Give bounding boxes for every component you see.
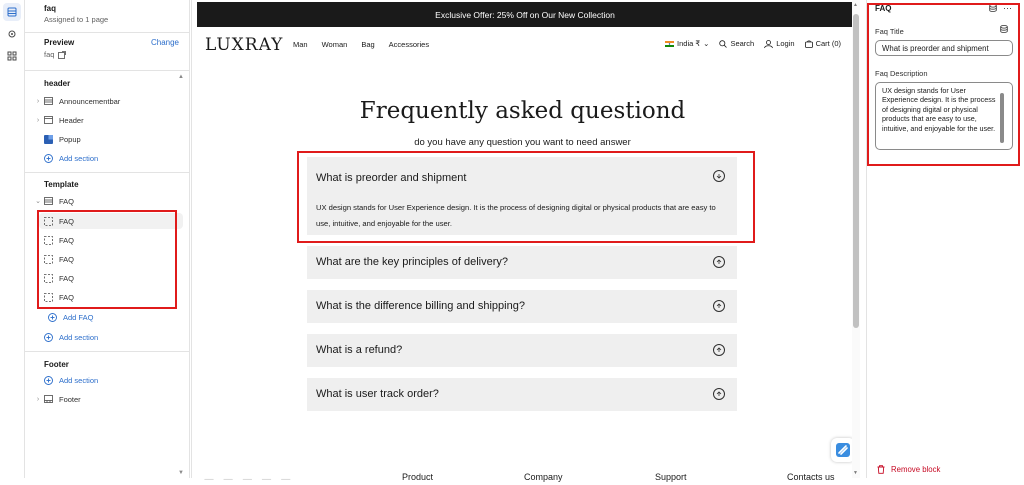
preview-page-name: faq <box>44 50 55 59</box>
panel-title: FAQ <box>875 4 892 13</box>
section-icon <box>43 96 54 106</box>
external-link-icon <box>58 51 66 59</box>
gear-icon[interactable] <box>3 25 21 43</box>
faq-item[interactable] <box>307 246 737 279</box>
faq-question: What is user track order? <box>316 388 439 400</box>
plus-circle-icon <box>47 312 58 322</box>
chevron-right-icon[interactable]: › <box>36 395 40 403</box>
add-faq-button[interactable] <box>43 309 187 325</box>
expand-toggle-icon[interactable] <box>713 300 725 312</box>
faq-answer: UX design stands for User Experience design. It is the process of designing digital or physical products that are easy to use, intuitive, and enjoyable for the user. <box>316 203 716 228</box>
scroll-up-arrow-icon[interactable]: ▲ <box>853 2 858 8</box>
plus-circle-icon <box>43 153 54 163</box>
highlight-box <box>867 3 1020 166</box>
faq-question: What is preorder and shipment <box>316 172 467 184</box>
cart-label: Cart (0) <box>815 39 841 48</box>
sidebar-item-label: Popup <box>59 134 81 144</box>
popup-app-icon <box>43 134 54 144</box>
nav-link-woman[interactable]: Woman <box>321 40 348 49</box>
footer-col-company: Company <box>524 472 563 482</box>
expand-toggle-icon[interactable] <box>713 388 725 400</box>
store-logo[interactable]: LUXRAY <box>205 35 284 55</box>
footer-col-product: Product <box>402 472 434 482</box>
nav-link-bag[interactable]: Bag <box>361 40 375 49</box>
login-link[interactable] <box>764 39 794 48</box>
plus-circle-icon <box>43 332 54 342</box>
assigned-pages: Assigned to 1 page <box>44 15 109 24</box>
sections-icon[interactable] <box>3 3 21 21</box>
template-group-title: Template <box>44 180 79 189</box>
divider <box>25 172 190 173</box>
user-icon <box>764 40 773 48</box>
sidebar-item-label: Header <box>59 115 84 125</box>
expand-toggle-icon[interactable] <box>713 256 725 268</box>
divider <box>25 351 190 352</box>
divider <box>25 70 190 71</box>
preview-label: Preview <box>44 38 75 47</box>
remove-block-button[interactable] <box>877 465 940 474</box>
sidebar-item-label: FAQ <box>59 196 75 206</box>
chevron-right-icon[interactable]: › <box>36 97 40 105</box>
header-section-icon <box>43 115 54 125</box>
store-header <box>197 27 853 63</box>
search-icon <box>719 40 727 48</box>
chevron-down-icon[interactable]: ⌄ <box>35 198 41 205</box>
cart-icon <box>805 40 813 48</box>
expand-toggle-icon[interactable] <box>713 344 725 356</box>
sidebar-item-label: Announcementbar <box>59 96 121 106</box>
faq-item[interactable] <box>307 290 737 323</box>
faq-question: What is the difference billing and shipping? <box>316 300 525 312</box>
faq-title-label: Faq Title <box>875 27 904 36</box>
add-section-label: Add section <box>59 375 99 385</box>
header-actions <box>665 39 841 48</box>
chevron-right-icon[interactable]: › <box>36 116 40 124</box>
highlight-box <box>37 210 177 309</box>
preview-scrollbar[interactable] <box>852 0 860 478</box>
faq-question: What is a refund? <box>316 344 403 356</box>
footer-logo: — — — — — <box>204 474 294 485</box>
scrollbar-thumb[interactable] <box>853 14 859 328</box>
add-section-label: Add section <box>59 153 99 163</box>
storefront-preview <box>191 0 852 485</box>
scroll-up-arrow-icon[interactable]: ▲ <box>178 74 184 80</box>
faq-question: What are the key principles of delivery? <box>316 256 508 268</box>
sidebar-item-header[interactable] <box>33 112 183 128</box>
template-name: faq <box>44 4 56 13</box>
faq-subheading: do you have any question you want to need answer <box>414 137 631 148</box>
main-nav <box>293 40 429 49</box>
preview-value[interactable] <box>44 50 66 59</box>
block-label: FAQ <box>59 273 75 283</box>
footer-col-contacts: Contacts us <box>787 472 835 482</box>
scroll-down-arrow-icon[interactable]: ▼ <box>178 470 184 476</box>
sidebar-item-popup[interactable] <box>33 131 183 147</box>
block-label: FAQ <box>59 254 75 264</box>
nav-link-accessories[interactable]: Accessories <box>388 40 430 49</box>
search-label: Search <box>730 39 755 48</box>
section-icon <box>43 196 54 206</box>
add-section-button[interactable] <box>33 150 183 166</box>
footer-section-icon <box>43 394 54 404</box>
highlight-box <box>297 151 755 243</box>
header-group-title: header <box>44 79 71 88</box>
icon-rail <box>0 0 25 478</box>
apps-icon[interactable] <box>3 47 21 65</box>
sidebar-item-label: Footer <box>59 394 81 404</box>
faq-item[interactable] <box>307 378 737 411</box>
faq-title-input[interactable]: What is preorder and shipment <box>875 40 1013 56</box>
block-label: FAQ <box>59 292 75 302</box>
footer-group-title: Footer <box>44 360 69 369</box>
change-link[interactable]: Change <box>150 38 179 47</box>
sidebar-item-announcementbar[interactable] <box>33 93 183 109</box>
region-label: India ₹ <box>677 39 701 48</box>
announcement-bar: Exclusive Offer: 25% Off on Our New Collection <box>197 2 853 27</box>
add-faq-label: Add FAQ <box>63 312 94 322</box>
block-label: FAQ <box>59 235 75 245</box>
trash-icon <box>877 465 885 474</box>
remove-block-label: Remove block <box>891 465 941 474</box>
region-selector[interactable] <box>665 39 709 48</box>
more-options-icon[interactable]: ··· <box>1003 3 1012 13</box>
plus-circle-icon <box>43 375 54 385</box>
chevron-down-icon: ⌄ <box>703 39 710 48</box>
add-section-label: Add section <box>59 332 99 342</box>
sidebar-item-footer[interactable] <box>33 391 183 407</box>
search-link[interactable] <box>719 39 754 48</box>
footer-col-support: Support <box>655 472 687 482</box>
divider <box>25 32 190 33</box>
add-section-button[interactable] <box>33 329 183 345</box>
india-flag-icon <box>665 41 674 47</box>
sidebar-item-faq-section[interactable] <box>33 193 183 209</box>
faq-heading: Frequently asked questiond <box>359 98 686 124</box>
faq-description-textarea[interactable]: UX design stands for User Experience design. It is the process of designing digital or physical products that are easy to use, intuitive, and enjoyable for the user. <box>875 82 1013 150</box>
faq-item[interactable] <box>307 334 737 367</box>
add-section-button[interactable] <box>33 372 183 388</box>
cart-link[interactable] <box>805 39 841 48</box>
nav-link-man[interactable]: Man <box>293 40 308 49</box>
scroll-down-arrow-icon[interactable]: ▼ <box>853 470 858 476</box>
login-label: Login <box>776 39 795 48</box>
faq-description-label: Faq Description <box>875 69 928 78</box>
block-label: FAQ <box>59 216 75 226</box>
